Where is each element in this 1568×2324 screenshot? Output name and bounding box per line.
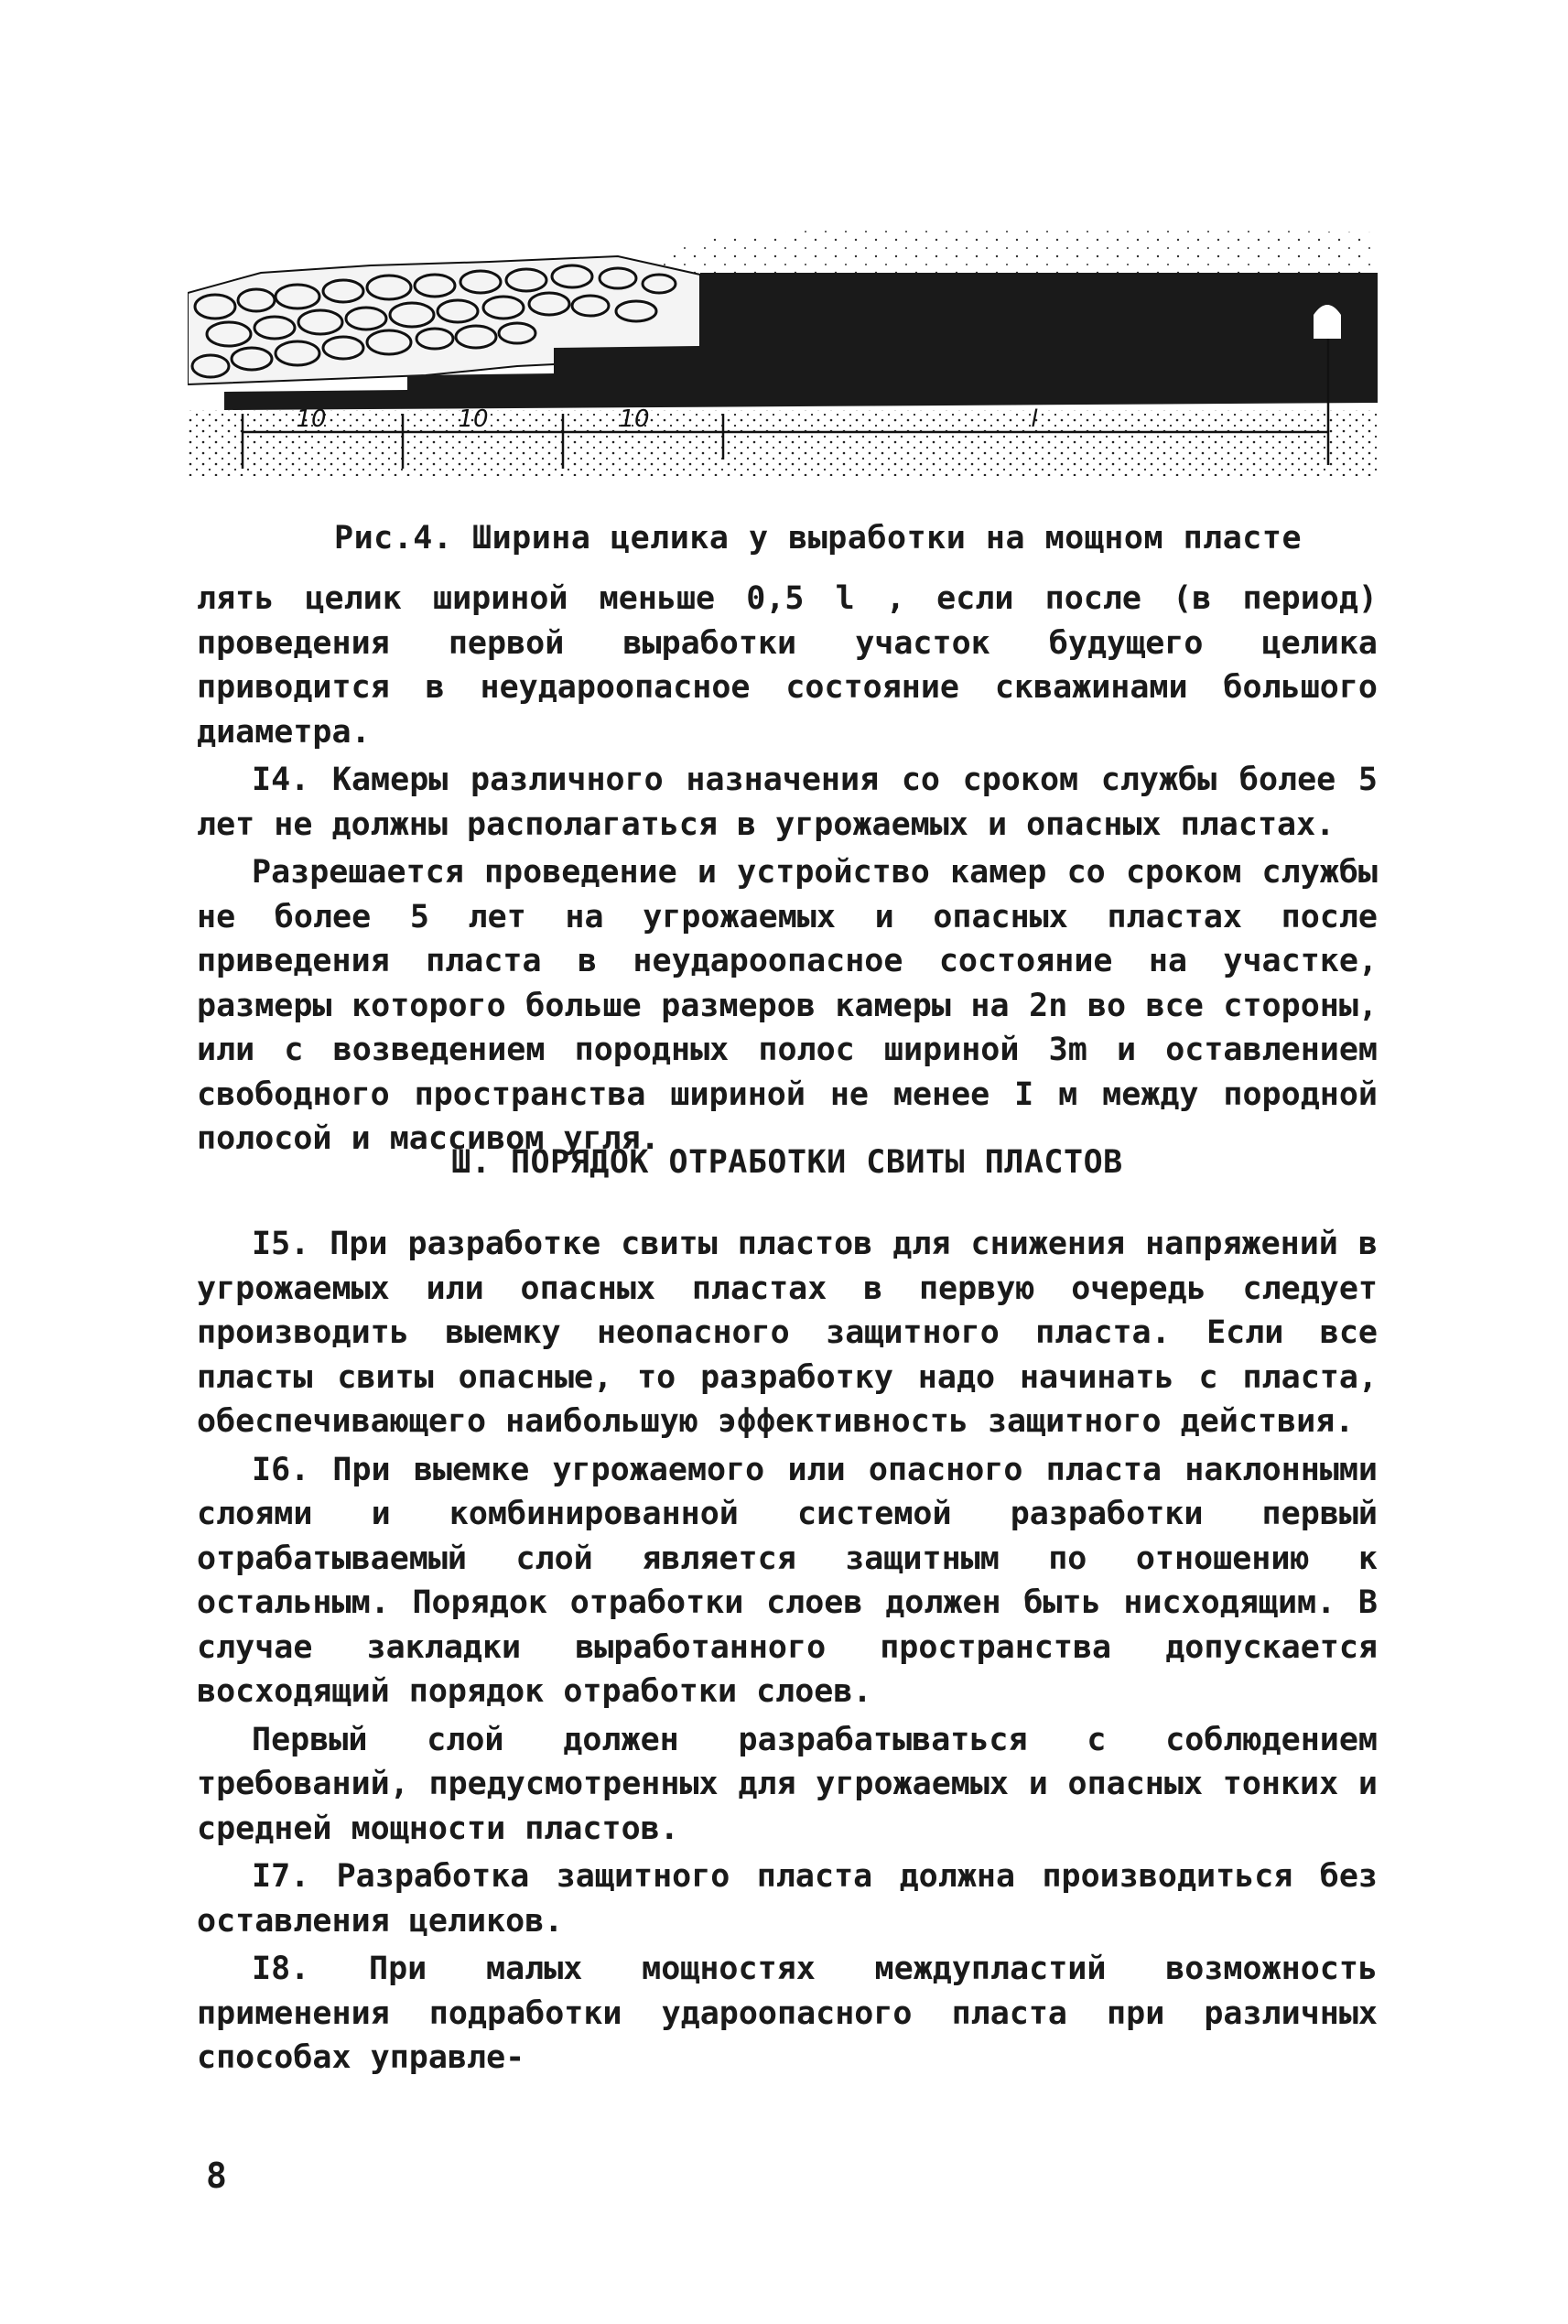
paragraph-18: I8. При малых мощностях междупластий возможность применения подработки удароопасного пласта при различных способах управле- [197, 1951, 1378, 2076]
dimension-label-1: 10 [296, 405, 327, 433]
text-block-2 [197, 1222, 1378, 2084]
text-block-1 [197, 577, 1378, 1165]
figure-caption: Рис.4. Ширина целика у выработки на мощном пласте [334, 520, 1303, 557]
seam-pillar-figure [188, 220, 1378, 476]
dimension-label-2: 10 [458, 405, 489, 433]
page-number: 8 [206, 2156, 227, 2196]
paragraph-16: I6. При выемке угрожаемого или опасного пласта наклонными слоями и комбинированной системой разработки первый отрабатываемый слой является защитным по отношению к остальным. Порядок отработки слоев должен быть нисходящим. В случае закладки выработанного пространства допускается восходящий порядок отработки слоев. [197, 1451, 1378, 1710]
paragraph-17: I7. Разработка защитного пласта должна производиться без оставления целиков. [197, 1858, 1378, 1940]
paragraph: лять целик шириной меньше 0,5 l , если после (в период) проведения первой выработки участок будущего целика приводится в неудароопасное состояние скважинами большого диаметра. [197, 580, 1378, 751]
dimension-label-3: 10 [619, 405, 650, 433]
paragraph-15: I5. При разработке свиты пластов для снижения напряжений в угрожаемых или опасных пластах в первую очередь следует производить выемку неопасного защитного пласта. Если все пласты свиты опасные, то разработку надо начинать с пласта, обеспечивающего наибольшую эффективность защитного действия. [197, 1226, 1378, 1440]
paragraph-14: I4. Камеры различного назначения со сроком службы более 5 лет не должны располагаться в угрожаемых и опасных пластах. [197, 762, 1378, 843]
paragraph: Первый слой должен разрабатываться с соблюдением требований, предусмотренных для угрожаемых и опасных тонких и средней мощности пластов. [197, 1721, 1378, 1847]
drift-opening [1314, 305, 1341, 339]
section-heading: Ш. ПОРЯДОК ОТРАБОТКИ СВИТЫ ПЛАСТОВ [451, 1144, 1123, 1181]
paragraph: Разрешается проведение и устройство камер со сроком службы не более 5 лет на угрожаемых и опасных пластах после приведения пласта в неудароопасное состояние на участке, размеры которого больше размеров камеры на 2n во все стороны, или с возведением породных полос шириной 3m и оставлением свободного пространства шириной не менее I м между породной полосой и массивом угля. [197, 854, 1378, 1157]
dimension-label-l: l [1031, 405, 1038, 433]
floor-rock-layer [188, 410, 1378, 476]
